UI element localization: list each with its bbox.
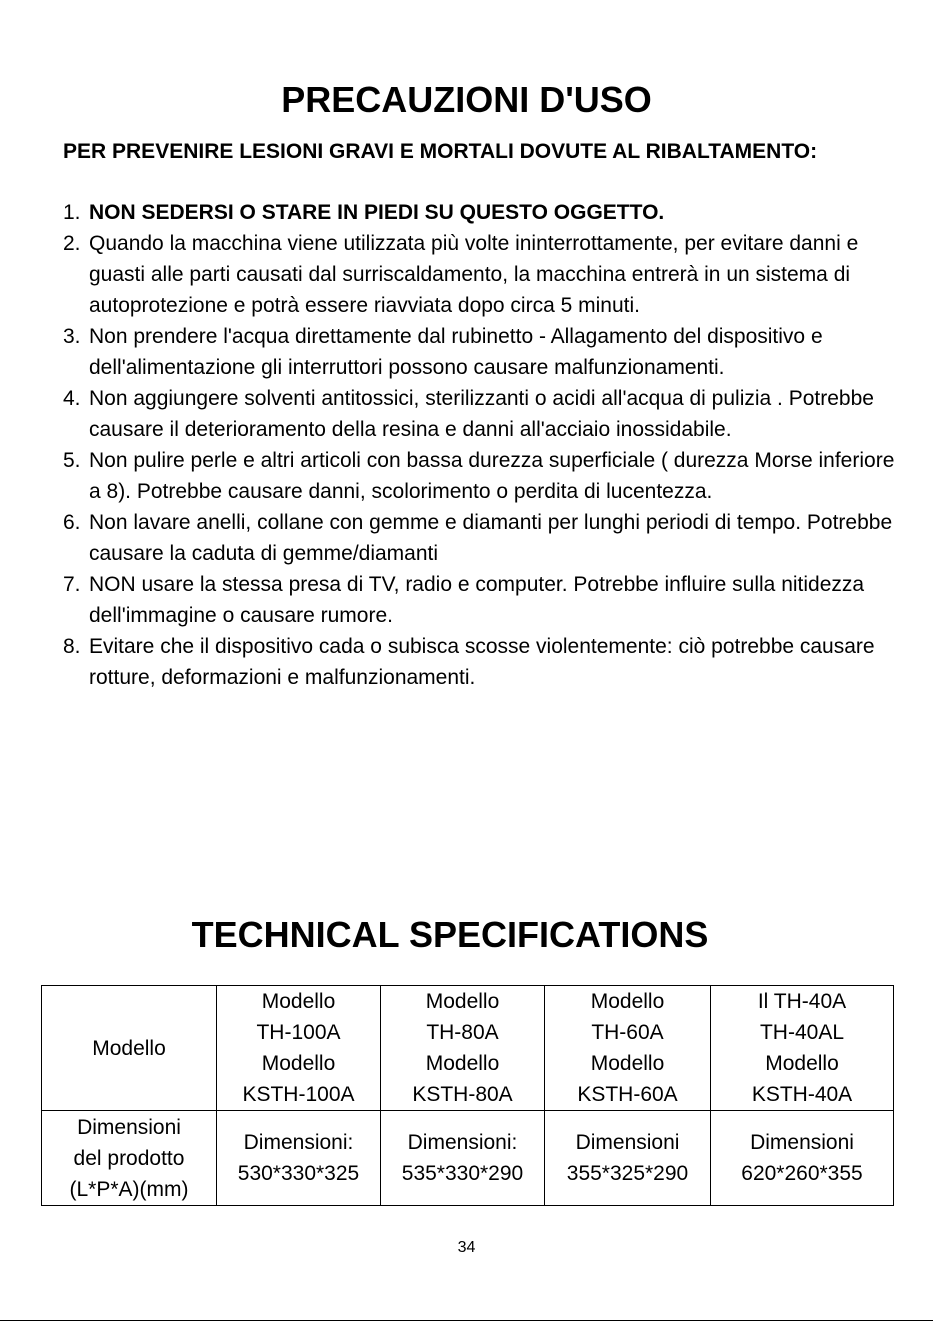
list-item [63,631,908,693]
cell-line: Modello [765,1052,839,1075]
table-cell [545,1111,711,1206]
table-cell [381,986,545,1111]
page-number: 34 [457,1239,476,1256]
table-cell [711,1111,894,1206]
list-item [63,445,908,507]
cell-line: Modello [261,990,336,1013]
table-cell [381,1111,545,1206]
spec-table [41,985,894,1206]
list-item [63,383,908,445]
warning-heading: PER PREVENIRE LESIONI GRAVI E MORTALI DOVUTE AL RIBALTAMENTO: [63,140,818,163]
table-cell [545,986,711,1111]
cell-line: Modello [92,1036,166,1060]
item-text: Non pulire perle e altri articoli con bassa durezza superficiale ( durezza Morse inferiore a 8). Potrebbe causare danni, scolorimento o perdita di lucentezza. [89,449,895,503]
table-cell [711,986,894,1111]
cell-line: TH-80A [426,1021,499,1044]
cell-line: 355*325*290 [566,1162,689,1185]
item-number: 6. [63,511,81,534]
cell-line: 535*330*290 [401,1162,524,1185]
precautions-list [63,197,908,693]
cell-line: Modello [261,1052,336,1075]
cell-line: 530*330*325 [237,1162,360,1185]
cell-line: KSTH-40A [751,1083,853,1106]
cell-line: TH-60A [591,1021,664,1044]
item-number: 7. [63,573,81,596]
item-text: Non lavare anelli, collane con gemme e diamanti per lunghi periodi di tempo. Potrebbe causare la caduta di gemme/diamanti [89,511,893,565]
list-item [63,197,908,228]
item-text: Evitare che il dispositivo cada o subisca scosse violentemente: ciò potrebbe causare rotture, deformazioni e malfunzionamenti. [89,635,875,689]
bottom-divider [0,1320,933,1321]
item-text: Non prendere l'acqua direttamente dal rubinetto - Allagamento del dispositivo e dell'alimentazione gli interruttori possono causare malfunzionamenti. [89,325,823,379]
cell-line: KSTH-100A [242,1083,355,1106]
cell-line: Dimensioni: [407,1131,518,1154]
cell-line: Modello [590,1052,665,1075]
cell-line: Dimensioni: [243,1131,354,1154]
item-number: 1. [63,201,81,224]
table-row [42,1111,894,1206]
cell-line: KSTH-60A [577,1083,678,1106]
cell-line: Il TH-40A [757,990,847,1013]
item-number: 8. [63,635,81,658]
row-header-cell [42,1111,217,1206]
list-item [63,507,908,569]
page-title: PRECAUZIONI D'USO [281,79,652,120]
item-text: Non aggiungere solventi antitossici, sterilizzanti o acidi all'acqua di pulizia . Potrebbe causare il deterioramento della resina e danni all'acciaio inossidabile. [89,387,874,441]
item-text: NON SEDERSI O STARE IN PIEDI SU QUESTO OGGETTO. [89,201,665,224]
cell-line: Dimensioni [77,1115,181,1139]
cell-line: KSTH-80A [412,1083,513,1106]
cell-line: Dimensioni [575,1131,680,1154]
table-row [42,986,894,1111]
cell-line: 620*260*355 [741,1162,863,1185]
cell-line: TH-40AL [759,1021,845,1044]
cell-line: Dimensioni [750,1131,854,1154]
item-number: 3. [63,325,81,348]
cell-line: TH-100A [256,1021,341,1044]
item-number: 5. [63,449,81,472]
cell-line: del prodotto [73,1146,185,1170]
table-cell [217,1111,381,1206]
list-item [63,569,908,631]
item-number: 2. [63,232,81,255]
list-item [63,321,908,383]
table-cell [217,986,381,1111]
item-number: 4. [63,387,81,410]
row-header-cell [42,986,217,1111]
cell-line: Modello [425,1052,500,1075]
spec-title: TECHNICAL SPECIFICATIONS [191,914,709,955]
item-text: NON usare la stessa presa di TV, radio e computer. Potrebbe influire sulla nitidezza dell'immagine o causare rumore. [89,573,865,627]
item-text: Quando la macchina viene utilizzata più volte ininterrottamente, per evitare danni e guasti alle parti causati dal surriscaldamento, la macchina entrerà in un sistema di autoprotezione e potrà essere riavviata dopo circa 5 minuti. [89,232,859,317]
cell-line: Modello [590,990,665,1013]
list-item [63,228,908,321]
cell-line: Modello [425,990,500,1013]
cell-line: (L*P*A)(mm) [69,1177,189,1201]
